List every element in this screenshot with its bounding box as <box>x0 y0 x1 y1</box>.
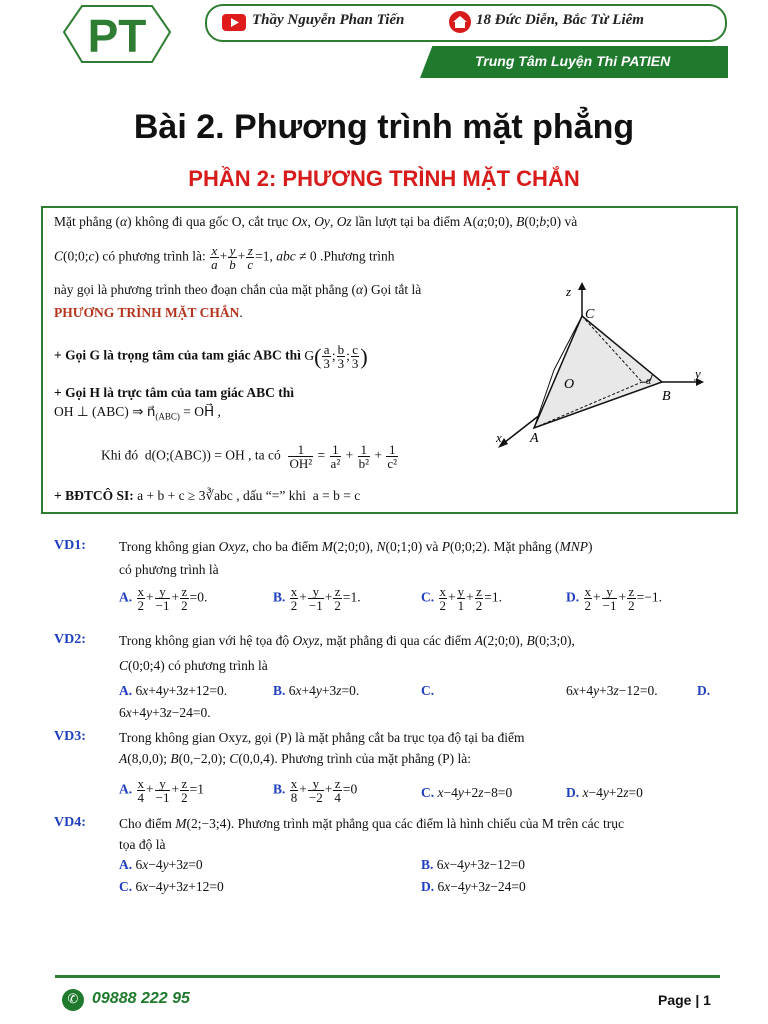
example-3-option-b[interactable]: B. $\frac{x}{8}$ + $\frac{y}{-2}$ + $\frac{z}{4}$ =0 <box>273 776 358 805</box>
theory-line-2: C(0;0;c) có phương trình là: $\frac{x}{a}$ + $\frac{y}{b}$ + $\frac{z}{c}$ =1, abc ≠ 0 .Phương trình <box>54 243 395 272</box>
center-name: Trung Tâm Luyện Thi PATIEN <box>475 53 671 69</box>
example-1-label: VD1: <box>54 538 86 553</box>
theory-line-3: này gọi là phương trình theo đoạn chắn của mặt phẳng (α) Gọi tắt là <box>54 282 422 297</box>
theory-name: PHƯƠNG TRÌNH MẶT CHẮN. <box>54 305 243 320</box>
example-2-option-a[interactable]: A. 6x+4y+3z+12=0. <box>119 683 228 698</box>
example-4-text-2: tọa độ là <box>119 837 166 852</box>
phone-icon: ✆ <box>62 989 84 1011</box>
axes-figure <box>492 278 712 458</box>
center-address: 18 Đức Diễn, Bắc Từ Liêm <box>476 12 644 28</box>
example-1-option-b[interactable]: B. $\frac{x}{2}$ + $\frac{y}{-1}$ + $\frac{z}{2}$ =1. <box>273 584 361 613</box>
example-1-option-c[interactable]: C. $\frac{x}{2}$ + $\frac{y}{1}$ + $\frac{z}{2}$ =1. <box>421 584 502 613</box>
theory-centroid: + Gọi G là trọng tâm của tam giác ABC thì G( $\frac{a}{3}$ ; $\frac{b}{3}$ ; $\frac{c}{3}$ ) <box>54 342 368 371</box>
example-4-text: Cho điểm M(2;−3;4). Phương trình mặt phẳng qua các điểm là hình chiếu của M trên các trục <box>119 816 624 831</box>
svg-text:A: A <box>530 431 539 446</box>
example-1-option-a[interactable]: A. $\frac{x}{2}$ + $\frac{y}{-1}$ + $\frac{z}{2}$ =0. <box>119 584 208 613</box>
example-2-text: Trong không gian với hệ tọa độ Oxyz, mặt phẳng đi qua các điểm A(2;0;0), B(0;3;0), <box>119 633 575 648</box>
youtube-icon <box>222 14 246 31</box>
example-2-option-c-value: 6x+4y+3z−12=0. <box>566 683 658 698</box>
svg-text:x: x <box>496 430 502 445</box>
example-3-text: Trong không gian Oxyz, gọi (P) là mặt phẳng cắt ba trục tọa độ tại ba điểm <box>119 730 525 745</box>
example-3-label: VD3: <box>54 729 86 744</box>
example-4-option-b[interactable]: B. 6x−4y+3z−12=0 <box>421 857 526 872</box>
example-2-label: VD2: <box>54 632 86 647</box>
theory-oh-perp: OH ⊥ (ABC) ⇒ $n⃗_{(ABC)}$ = OH⃗ , <box>54 404 221 422</box>
example-2-option-c[interactable]: C. <box>421 683 435 698</box>
page-title: Bài 2. Phương trình mặt phẳng <box>133 108 635 146</box>
example-2-option-d[interactable]: D. <box>697 683 711 698</box>
footer-phone: 09888 222 95 <box>92 990 190 1007</box>
example-2-option-d-value: 6x+4y+3z−24=0. <box>119 705 211 720</box>
svg-text:B: B <box>662 389 671 404</box>
theory-distance: Khi đó d(O;(ABC)) = OH , ta có $\frac{1}{\text{OH²}}$ = $\frac{1}{\text{a²}}$ + $\frac{1}{\text{b²}}$ + $\frac{1}{\text{c²}}$ <box>101 442 398 471</box>
example-4-option-a[interactable]: A. 6x−4y+3z=0 <box>119 857 203 872</box>
example-3-option-c[interactable]: C. x−4y+2z−8=0 <box>421 785 513 800</box>
svg-text:O: O <box>564 377 575 392</box>
example-4-option-c[interactable]: C. 6x−4y+3z+12=0 <box>119 879 224 894</box>
theory-orthocenter: + Gọi H là trực tâm của tam giác ABC thì <box>54 385 295 400</box>
example-3-option-d[interactable]: D. x−4y+2z=0 <box>566 785 643 800</box>
svg-text:y: y <box>695 366 701 381</box>
example-3-text-2: A(8,0,0); B(0,−2,0); C(0,0,4). Phương trình của mặt phẳng (P) là: <box>119 751 472 766</box>
example-4-label: VD4: <box>54 815 86 830</box>
theory-amgm: + BĐTCÔ SI: a + b + c ≥ 3∛abc , dấu “=” khi a = b = c <box>54 488 361 503</box>
example-4-option-d[interactable]: D. 6x−4y+3z−24=0 <box>421 879 526 894</box>
footer-divider <box>55 975 720 978</box>
example-3-option-a[interactable]: A. $\frac{x}{4}$ + $\frac{y}{-1}$ + $\frac{z}{2}$ =1 <box>119 776 204 805</box>
example-1-text: Trong không gian Oxyz, cho ba điểm M(2;0;0), N(0;1;0) và P(0;0;2). Mặt phẳng (MNP) <box>119 539 593 554</box>
theory-line-1: Mặt phẳng (α) không đi qua gốc O, cắt trục Ox, Oy, Oz lần lượt tại ba điểm A(a;0;0), B(0;b;0) và <box>54 214 578 229</box>
example-1-option-d[interactable]: D. $\frac{x}{2}$ + $\frac{y}{-1}$ + $\frac{z}{2}$ =−1. <box>566 584 662 613</box>
svg-text:z: z <box>566 284 572 299</box>
section-subtitle: PHẦN 2: PHƯƠNG TRÌNH MẶT CHẮN <box>188 166 580 191</box>
page-number: Page | 1 <box>658 992 711 1008</box>
home-icon <box>448 11 472 33</box>
svg-text:C: C <box>585 307 595 322</box>
example-2-option-b[interactable]: B. 6x+4y+3z=0. <box>273 683 360 698</box>
patien-logo <box>62 2 172 66</box>
example-2-text-2: C(0;0;4) có phương trình là <box>119 658 268 673</box>
example-1-text-2: có phương trình là <box>119 562 219 577</box>
svg-text:PT: PT <box>87 10 147 62</box>
teacher-name: Thầy Nguyễn Phan Tiến <box>252 12 405 28</box>
svg-text:α: α <box>646 376 652 387</box>
